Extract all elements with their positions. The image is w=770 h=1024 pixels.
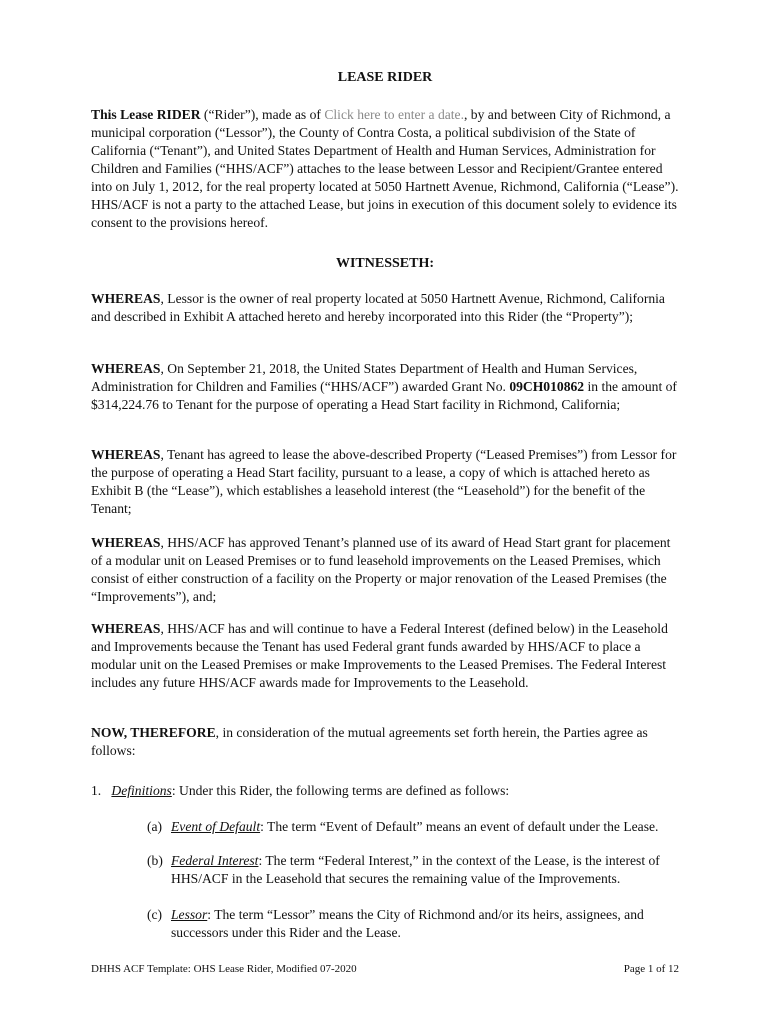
whereas-label: WHEREAS <box>91 361 161 376</box>
whereas-label: WHEREAS <box>91 291 161 306</box>
whereas-text-cont: in the amount of $314,224.76 to Tenant for the purpose of operating a Head Start facility in Richmond, California; <box>91 379 677 412</box>
whereas-text: , On September 21, 2018, the United States Department of Health and Human Services, Administration for Children and Families (“HHS/ACF”) awarded Grant No. <box>91 361 638 394</box>
section-intro-text: : Under this Rider, the following terms are defined as follows: <box>171 783 510 798</box>
intro-text-2: , by and between City of Richmond, a municipal corporation (“Lessor”), the County of Contra Costa, a political subdivision of the State of California (“Tenant”), and United States Department of Health and Human Services, Administration for Children and Families (“HHS/ACF”) attaches to the lease between Lessor and Recipient/Grantee entered into on July 1, 2012, for the real property located at 5050 Hartnett Avenue, Richmond, California (“Lease”). HHS/ACF is not a party to the attached Lease, but joins in execution of this document solely to evidence its consent to the provisions hereof. <box>91 107 679 230</box>
definition-text: : The term “Lessor” means the City of Richmond and/or its heirs, assignees, and successors under this Rider and the Lease. <box>171 907 644 940</box>
definition-term: Lessor <box>171 907 208 922</box>
now-therefore-paragraph <box>91 724 681 760</box>
whereas-label: WHEREAS <box>91 535 161 550</box>
section-number: 1. <box>91 783 102 798</box>
witnesseth-heading: WITNESSETH: <box>335 256 435 271</box>
date-placeholder-field[interactable]: Click here to enter a date. <box>324 107 464 122</box>
definition-item-a <box>147 818 677 836</box>
document-title: LEASE RIDER <box>337 70 433 85</box>
now-therefore-text: , in consideration of the mutual agreements set forth herein, the Parties agree as follows: <box>91 725 648 758</box>
intro-paragraph <box>91 106 681 232</box>
whereas-text: , Tenant has agreed to lease the above-described Property (“Leased Premises”) from Lessor for the purpose of operating a Head Start facility, pursuant to a lease, a copy of which is attached hereto as Exhibit B (the “Lease”), which establishes a leasehold interest (the “Leasehold”) for the benefit of the Tenant; <box>91 447 677 516</box>
grant-number: 09CH010862 <box>509 379 585 394</box>
section-1-heading <box>91 782 509 800</box>
definition-text: : The term “Federal Interest,” in the context of the Lease, is the interest of HHS/ACF in the Leasehold that secures the remaining value of the Improvements. <box>171 853 660 886</box>
footer-template-name: DHHS ACF Template: OHS Lease Rider, Modified 07-2020 <box>91 963 357 975</box>
definition-text: : The term “Event of Default” means an event of default under the Lease. <box>260 819 659 834</box>
now-therefore-label: NOW, THEREFORE <box>91 725 216 740</box>
definition-term: Event of Default <box>171 819 261 834</box>
definition-term: Federal Interest <box>171 853 259 868</box>
whereas-paragraph-3 <box>91 446 681 518</box>
intro-text-1: (“Rider”), made as of <box>200 107 325 122</box>
intro-lead: This Lease RIDER <box>91 107 201 122</box>
definition-item-b <box>147 852 677 888</box>
item-label: (c) <box>147 907 163 922</box>
whereas-paragraph-4 <box>91 534 681 606</box>
item-label: (b) <box>147 853 163 868</box>
whereas-text: , HHS/ACF has and will continue to have a Federal Interest (defined below) in the Leasehold and Improvements because the Tenant has used Federal grant funds awarded by HHS/ACF to place a modular unit on the Leased Premises or make Improvements to the Leased Premises. The Federal Interest includes any future HHS/ACF awards made for Improvements to the Leasehold. <box>91 621 668 690</box>
whereas-label: WHEREAS <box>91 621 161 636</box>
whereas-text: , Lessor is the owner of real property located at 5050 Hartnett Avenue, Richmond, California and described in Exhibit A attached hereto and hereby incorporated into this Rider (the “Property”); <box>91 291 665 324</box>
whereas-paragraph-2 <box>91 360 681 414</box>
whereas-paragraph-5 <box>91 620 681 692</box>
whereas-paragraph-1 <box>91 290 681 326</box>
footer-page-number: Page 1 of 12 <box>623 963 679 975</box>
definition-item-c <box>147 906 677 942</box>
whereas-text: , HHS/ACF has approved Tenant’s planned use of its award of Head Start grant for placement of a modular unit on Leased Premises or to fund leasehold improvements on the Leased Premises, which consist of either construction of a facility on the Property or major renovation of the Leased Premises (the “Improvements”), and; <box>91 535 671 604</box>
section-title: Definitions <box>111 783 172 798</box>
whereas-label: WHEREAS <box>91 447 161 462</box>
item-label: (a) <box>147 819 163 834</box>
